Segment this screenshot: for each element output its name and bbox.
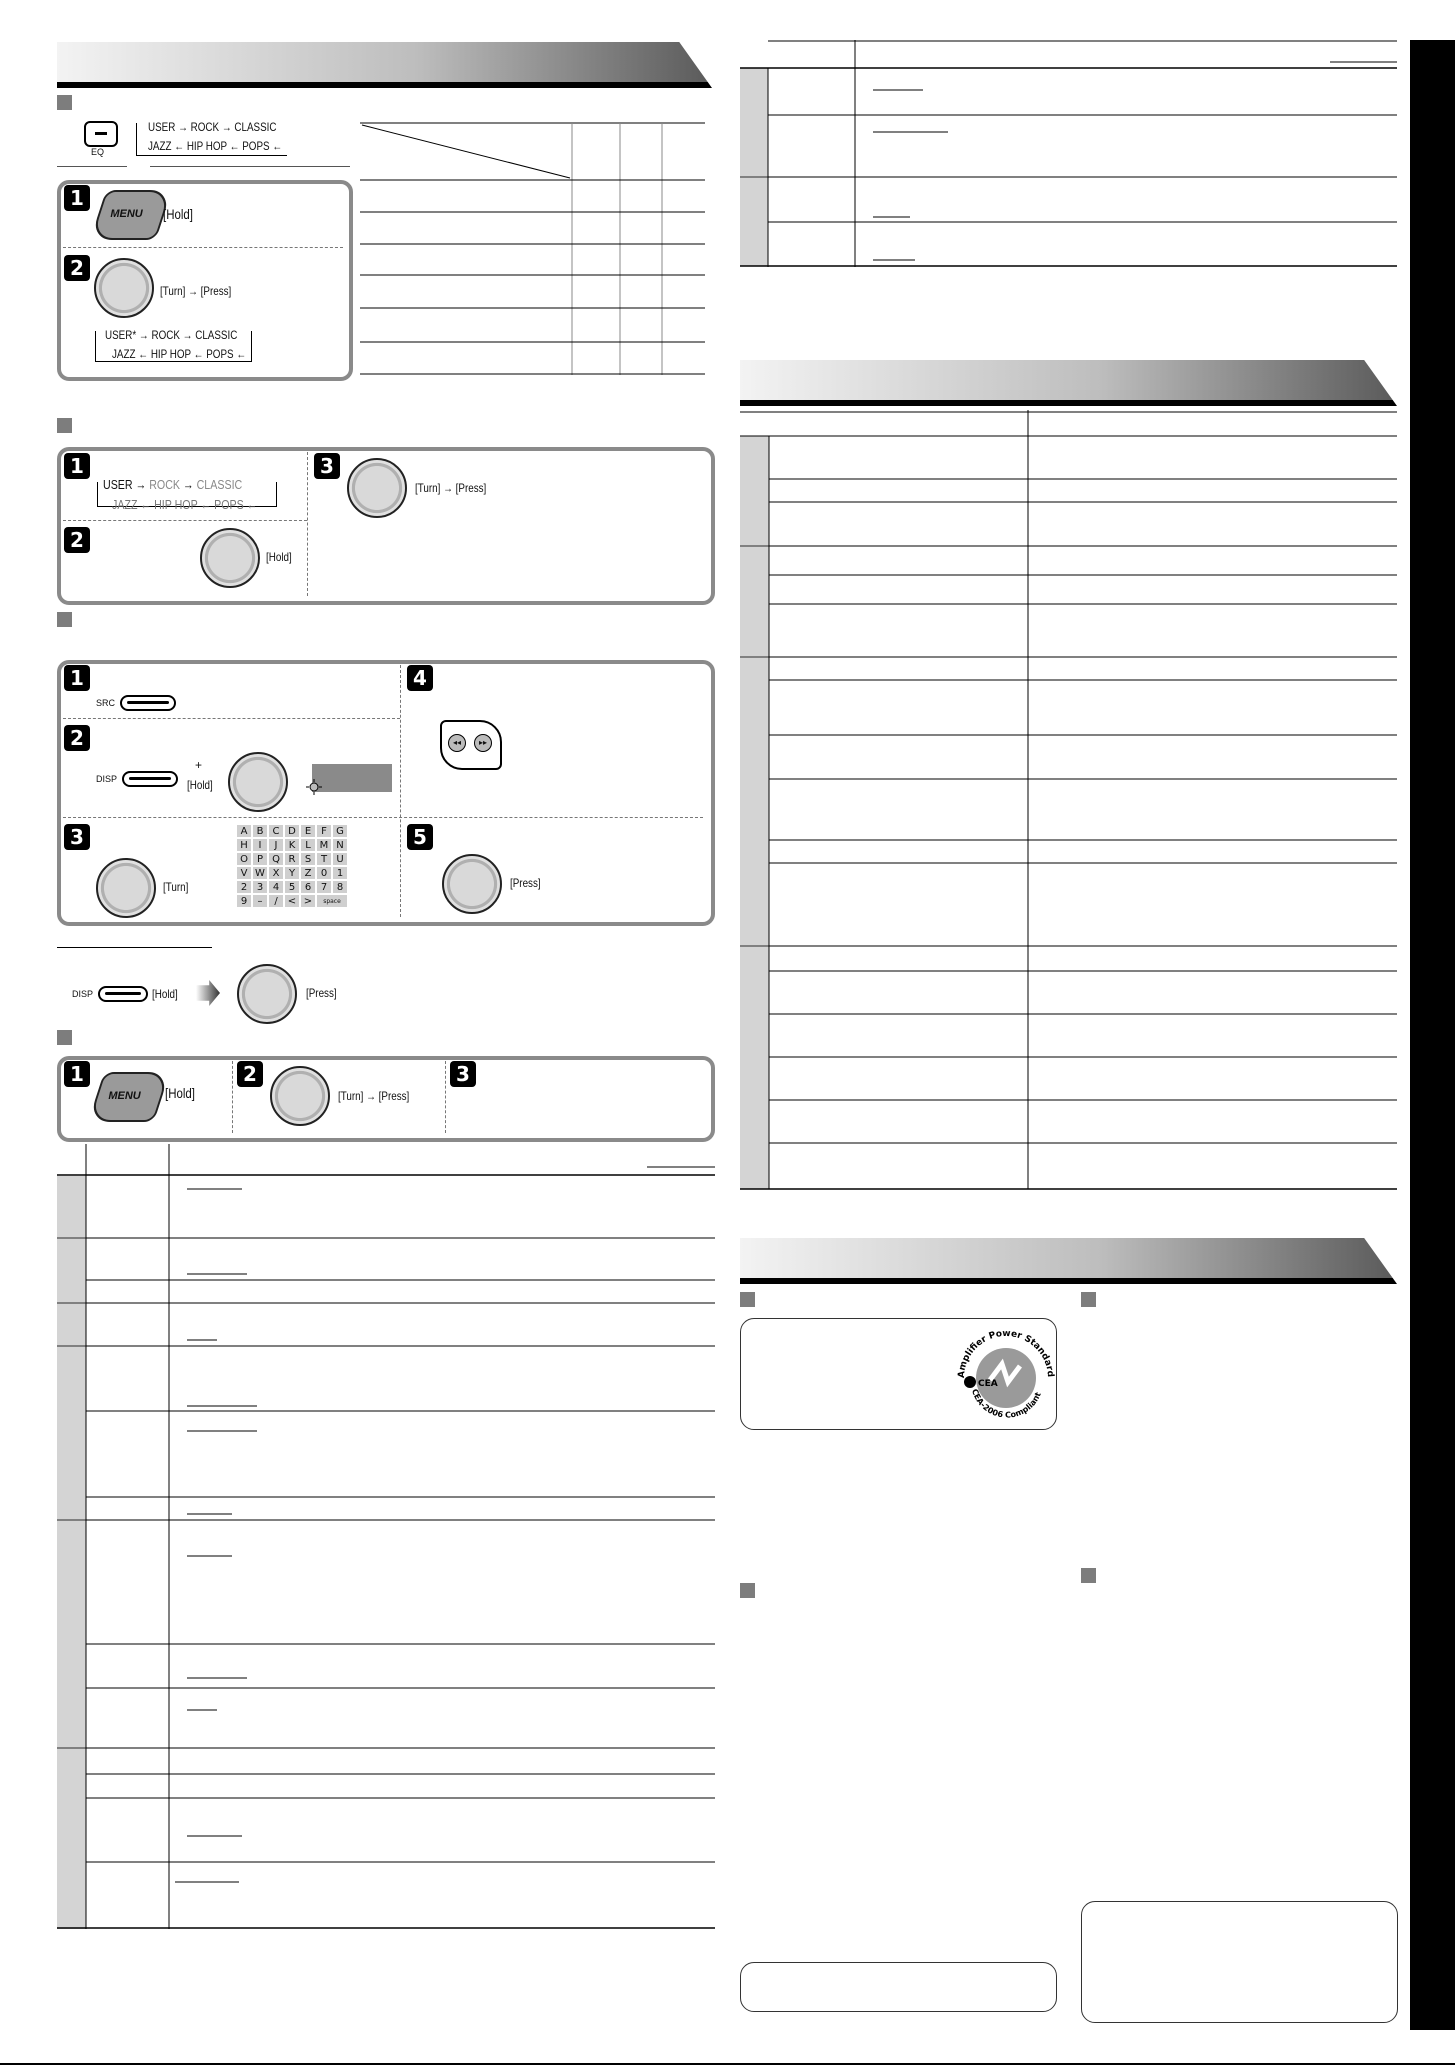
keyboard-key: T	[316, 852, 332, 866]
keyboard-key: 1	[332, 866, 348, 880]
subsection-marker	[57, 612, 72, 627]
step-number-3: 3	[450, 1061, 476, 1087]
control-dial[interactable]	[347, 458, 407, 518]
step-divider	[400, 665, 401, 917]
section-header-bar	[740, 360, 1397, 406]
blink-icon	[306, 779, 322, 795]
keyboard-key: M	[316, 838, 332, 852]
step-number-2: 2	[64, 255, 90, 281]
keyboard-key: D	[284, 824, 300, 838]
keyboard-key: N	[332, 838, 348, 852]
control-dial[interactable]	[96, 858, 156, 918]
disp-button[interactable]	[98, 986, 148, 1002]
step-divider	[63, 520, 307, 521]
hold-label: [Hold]	[163, 206, 193, 222]
control-dial[interactable]	[237, 964, 297, 1024]
subsection-marker	[1081, 1292, 1096, 1307]
keyboard-key: C	[268, 824, 284, 838]
subsection-marker	[57, 418, 72, 433]
control-dial[interactable]	[442, 854, 502, 914]
keyboard-key: W	[252, 866, 268, 880]
keyboard-key: space	[316, 894, 348, 908]
subsection-marker	[57, 1030, 72, 1045]
keyboard-key: G	[332, 824, 348, 838]
edge-tab-top	[1410, 40, 1455, 360]
control-dial[interactable]	[228, 752, 288, 812]
keyboard-key: E	[300, 824, 316, 838]
cea-text: CEA	[978, 1379, 998, 1389]
keyboard-key: 6	[300, 880, 316, 894]
disp-label: DISP	[96, 774, 118, 784]
divider	[57, 947, 212, 948]
keyboard-key: X	[268, 866, 284, 880]
step-divider	[63, 718, 400, 719]
next-icon[interactable]: ▸▸	[474, 734, 492, 752]
keyboard-key: Y	[284, 866, 300, 880]
keyboard-key: S	[300, 852, 316, 866]
subsection-marker	[740, 1292, 755, 1307]
step-divider	[307, 452, 308, 596]
step-number-2: 2	[64, 527, 90, 553]
keyboard-key: 2	[236, 880, 252, 894]
hold-label: [Hold]	[165, 1085, 195, 1101]
step-divider	[445, 1061, 446, 1133]
keyboard-key: P	[252, 852, 268, 866]
arrow-right-icon	[196, 980, 220, 1006]
svg-text:Amplifier Power Standard: Amplifier Power Standard	[956, 1328, 1056, 1379]
display-screen	[312, 764, 392, 792]
keyboard-key: A	[236, 824, 252, 838]
menu-button[interactable]: MENU	[90, 190, 172, 240]
step-number-1: 1	[64, 185, 90, 211]
disp-button[interactable]	[122, 771, 178, 787]
keyboard-key: 8	[332, 880, 348, 894]
keyboard-key: B	[252, 824, 268, 838]
keyboard-key: Q	[268, 852, 284, 866]
divider	[57, 166, 127, 167]
eq-cycle-star-line2: JAZZ ← HIP HOP ← POPS ←	[112, 347, 247, 361]
keyboard-key: F	[316, 824, 332, 838]
eq-cycle-b-line1: USER → ROCK → CLASSIC	[103, 477, 243, 492]
keyboard-key: R	[284, 852, 300, 866]
hold-label: [Hold]	[266, 550, 292, 564]
control-dial[interactable]	[200, 528, 260, 588]
eq-cycle-star-line1: USER* → ROCK → CLASSIC	[105, 328, 238, 342]
keyboard-key: 7	[316, 880, 332, 894]
turn-label: [Turn]	[163, 880, 189, 894]
bottom-rule	[0, 2063, 1455, 2065]
step-number-1: 1	[64, 665, 90, 691]
keyboard-key: H	[236, 838, 252, 852]
press-label: [Press]	[510, 876, 541, 890]
keyboard-key: /	[268, 894, 284, 908]
step-divider	[63, 247, 343, 248]
keyboard-key: 5	[284, 880, 300, 894]
keyboard-key: Z	[300, 866, 316, 880]
keyboard-key: L	[300, 838, 316, 852]
press-label: [Press]	[306, 986, 337, 1000]
svg-text:CEA-2006 Compliant: CEA-2006 Compliant	[969, 1387, 1043, 1420]
troubleshooting-table	[740, 410, 1397, 1190]
step-divider	[63, 817, 703, 818]
plus-sign: +	[195, 758, 203, 772]
character-keyboard	[236, 824, 348, 908]
section-header-bar	[740, 1238, 1397, 1284]
hold-label: [Hold]	[187, 778, 213, 792]
turn-press-label: [Turn] → [Press]	[160, 284, 232, 298]
section-header-bar	[57, 42, 712, 88]
menu-settings-table-continued	[740, 40, 1397, 268]
step-number-4: 4	[407, 665, 433, 691]
subsection-marker	[740, 1583, 755, 1598]
prev-icon[interactable]: ◂◂	[448, 734, 466, 752]
cea-logo	[950, 1320, 1062, 1428]
menu-settings-table	[57, 1144, 715, 1929]
menu-button[interactable]: MENU	[88, 1072, 170, 1122]
control-dial[interactable]	[94, 258, 154, 318]
disp-label: DISP	[72, 989, 94, 999]
eq-preset-table	[360, 120, 705, 375]
keyboard-key: 4	[268, 880, 284, 894]
keyboard-key: 3	[252, 880, 268, 894]
note-box	[740, 1962, 1057, 2012]
step-number-1: 1	[64, 1061, 90, 1087]
navigation-pad[interactable]	[440, 720, 502, 770]
divider	[150, 166, 350, 167]
eq-cycle-line2: JAZZ ← HIP HOP ← POPS ←	[148, 139, 283, 153]
keyboard-key: O	[236, 852, 252, 866]
keyboard-key: <	[284, 894, 300, 908]
keyboard-key: U	[332, 852, 348, 866]
keyboard-key: I	[252, 838, 268, 852]
eq-label: EQ	[91, 147, 105, 157]
step-number-2: 2	[64, 725, 90, 751]
hold-label: [Hold]	[152, 987, 178, 1001]
keyboard-key: J	[268, 838, 284, 852]
keyboard-key: K	[284, 838, 300, 852]
keyboard-key: 9	[236, 894, 252, 908]
control-dial[interactable]	[270, 1066, 330, 1126]
step-number-3: 3	[314, 453, 340, 479]
eq-cycle-line1: USER → ROCK → CLASSIC	[148, 120, 277, 134]
keyboard-key: V	[236, 866, 252, 880]
step-number-2: 2	[237, 1061, 263, 1087]
turn-press-label: [Turn] → [Press]	[338, 1089, 410, 1103]
step-number-1: 1	[64, 453, 90, 479]
keyboard-key: –	[252, 894, 268, 908]
eq-cycle-b-line2: JAZZ ← HIP HOP ← POPS ←	[112, 497, 258, 512]
step-divider	[232, 1061, 233, 1133]
turn-press-label: [Turn] → [Press]	[415, 481, 487, 495]
subsection-marker	[57, 95, 72, 110]
subsection-marker	[1081, 1568, 1096, 1583]
keyboard-key: >	[300, 894, 316, 908]
eq-button[interactable]	[84, 121, 118, 147]
keyboard-key: 0	[316, 866, 332, 880]
src-label: SRC	[96, 698, 116, 708]
note-box	[1081, 1901, 1398, 2023]
step-number-3: 3	[64, 824, 90, 850]
src-button[interactable]	[120, 695, 176, 711]
step-number-5: 5	[407, 824, 433, 850]
